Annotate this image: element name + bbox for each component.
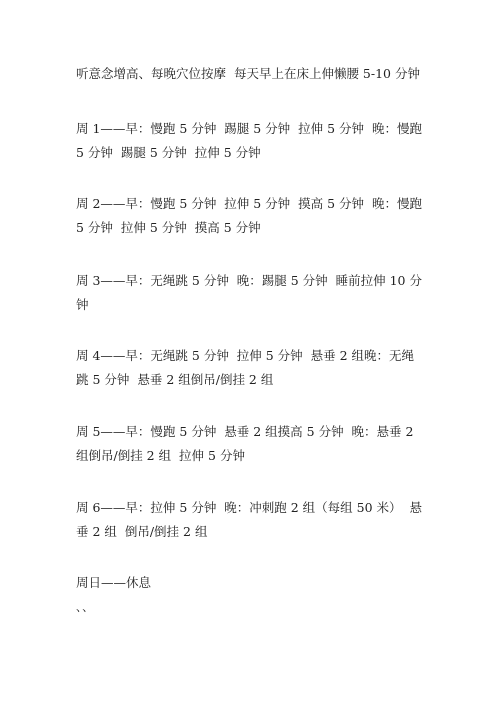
sunday-rest: 周日——休息 — [76, 575, 152, 590]
week-1-line-1: 周 1——早：慢跑 5 分钟 踢腿 5 分钟 拉伸 5 分钟 晚：慢跑 — [76, 121, 422, 136]
week-2-line-2: 5 分钟 拉伸 5 分钟 摸高 5 分钟 — [76, 220, 261, 235]
week-3-line-2: 钟 — [76, 297, 89, 312]
week-4-line-2: 跳 5 分钟 悬垂 2 组倒吊/倒挂 2 组 — [76, 372, 274, 387]
intro-text: 听意念增高、每晚穴位按摩 每天早上在床上伸懒腰 5-10 分钟 — [76, 66, 420, 81]
week-5-line-1: 周 5——早：慢跑 5 分钟 悬垂 2 组摸高 5 分钟 晚：悬垂 2 — [76, 424, 414, 439]
week-1-line-2: 5 分钟 踢腿 5 分钟 拉伸 5 分钟 — [76, 145, 261, 160]
week-5-line-2: 组倒吊/倒挂 2 组 拉伸 5 分钟 — [76, 448, 245, 463]
trailing-marks: ､､ — [76, 599, 89, 614]
week-4-line-1: 周 4——早：无绳跳 5 分钟 拉伸 5 分钟 悬垂 2 组晚：无绳 — [76, 348, 415, 363]
week-6-line-1: 周 6——早：拉伸 5 分钟 晚：冲刺跑 2 组（每组 50 米） 悬 — [76, 500, 422, 515]
week-3-line-1: 周 3——早：无绳跳 5 分钟 晚：踢腿 5 分钟 睡前拉伸 10 分 — [76, 273, 422, 288]
week-2-line-1: 周 2——早：慢跑 5 分钟 拉伸 5 分钟 摸高 5 分钟 晚：慢跑 — [76, 196, 422, 211]
week-6-line-2: 垂 2 组 倒吊/倒挂 2 组 — [76, 524, 208, 539]
